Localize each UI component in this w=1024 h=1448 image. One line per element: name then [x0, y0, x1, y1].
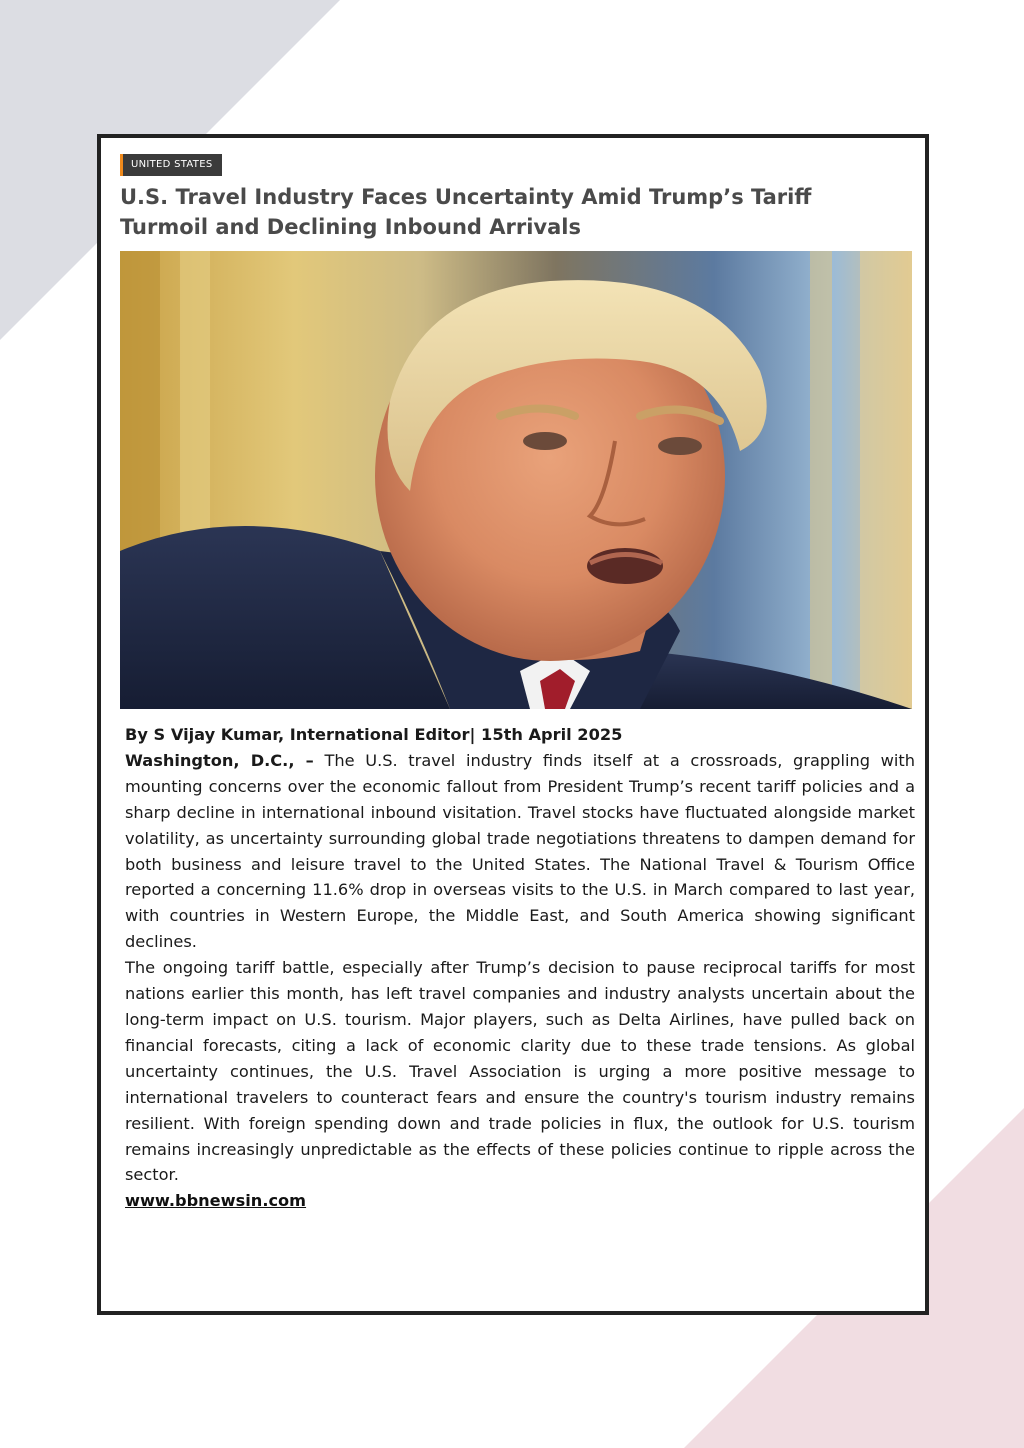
byline: By S Vijay Kumar, International Editor| 15th April 2025: [125, 725, 623, 744]
portrait-illustration: [120, 251, 912, 709]
article-body: [125, 722, 915, 1214]
paragraph-1-text: The U.S. travel industry finds itself at a crossroads, grappling with mounting concerns over the economic fallout from President Trump’s recent tariff policies and a sharp decline in international inbound visitation. Travel stocks have fluctuated alongside market volatility, as uncertainty surrounding global trade negotiations threatens to dampen demand for both business and leisure travel to the United States. The National Travel & Tourism Office reported a concerning 11.6% drop in overseas visits to the U.S. in March compared to last year, with countries in Western Europe, the Middle East, and South America showing significant declines.: [125, 750, 915, 952]
website-link[interactable]: www.bbnewsin.com: [125, 1191, 307, 1211]
article-headline: U.S. Travel Industry Faces Uncertainty Amid Trump’s Tariff Turmoil and Declining Inbound Arrivals: [120, 185, 812, 239]
article-photo: [120, 251, 912, 709]
dateline: Washington, D.C., –: [125, 750, 314, 770]
paragraph-1: [125, 748, 915, 955]
article-frame: [97, 134, 929, 1315]
category-tag[interactable]: UNITED STATES: [120, 154, 222, 176]
paragraph-2: The ongoing tariff battle, especially after Trump’s decision to pause reciprocal tariffs for most nations earlier this month, has left travel companies and industry analysts uncertain about the long-term impact on U.S. tourism. Major players, such as Delta Airlines, have pulled back on financial forecasts, citing a lack of economic clarity due to these trade tensions. As global uncertainty continues, the U.S. Travel Association is urging a more positive message to international travelers to counteract fears and ensure the country's tourism industry remains resilient. With foreign spending down and trade policies in flux, the outlook for U.S. tourism remains increasingly unpredictable as the effects of these policies continue to ripple across the sector.: [125, 958, 915, 1185]
